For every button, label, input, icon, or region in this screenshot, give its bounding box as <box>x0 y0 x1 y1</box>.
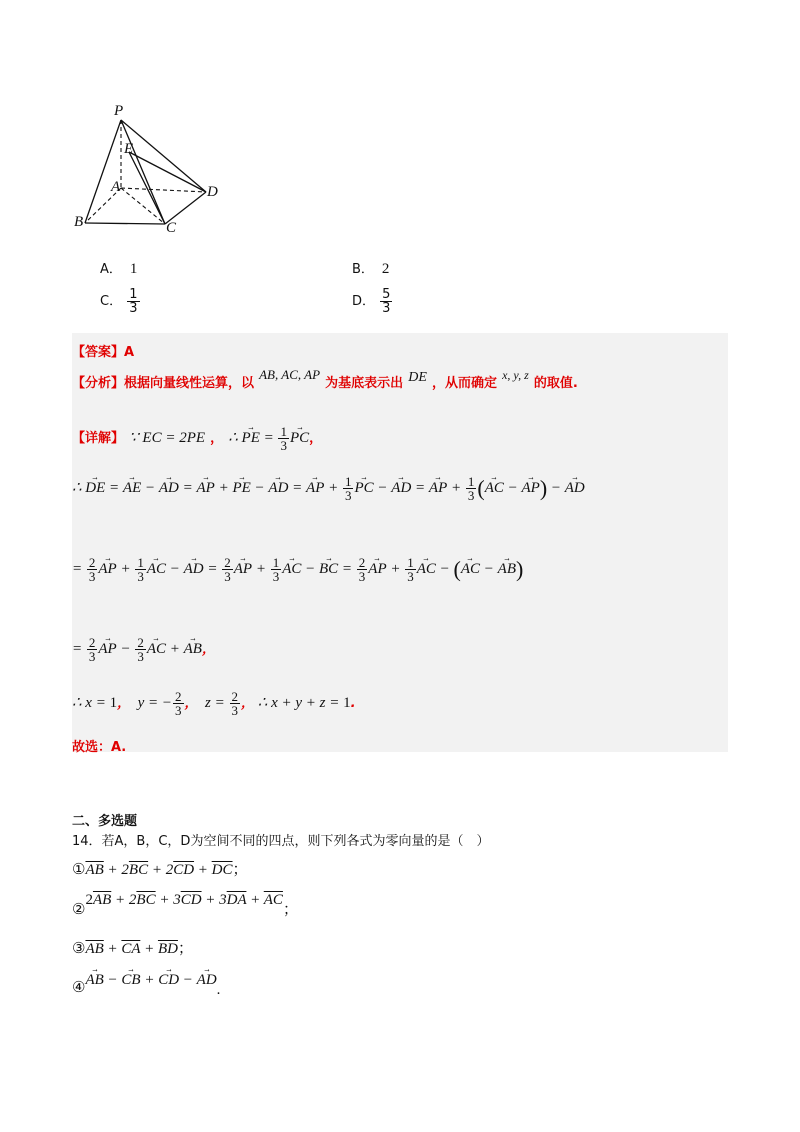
section-heading: 二、多选题 <box>72 814 138 829</box>
label-A: A <box>111 179 121 195</box>
item-4: ④AB → − CB → + CD → − AD →. <box>72 970 220 989</box>
label-D: D <box>207 184 218 200</box>
label-E: E <box>124 141 134 157</box>
item-2: $②2\overline{AB} + 2\overline{BC} + 3\overline{CD} + 3\overline{DA} + \overline{AC}$； <box>72 892 298 918</box>
question-14: 14．若A，B，C，D为空间不同的四点，则下列各式为零向量的是（ ） <box>72 834 490 849</box>
option-c-fraction: $\frac{1}{3}$ <box>129 287 138 316</box>
analysis-xyz: x, y, z <box>502 368 529 382</box>
pyramid-figure <box>70 100 230 240</box>
label-B: B <box>74 214 84 230</box>
final-choice: 故选：A. <box>72 740 127 755</box>
detail-therefore-pe: ∴ PE → = $\frac{1}{3}$ PC → <box>228 430 309 446</box>
option-d-fraction: $\frac{5}{3}$ <box>382 287 391 316</box>
equation-line-4: ∴ x = 1， y = − $\frac{2}{3}$ ， z = $\frac{2}{3}$ ， ∴ x + y + z = 1. <box>72 689 356 718</box>
label-P: P <box>114 103 124 119</box>
option-b: B． 2 <box>352 261 390 277</box>
analysis-basis-vectors: AB, AC, AP <box>259 367 321 382</box>
label-C: C <box>166 220 177 236</box>
answer-line: 【答案】A <box>72 345 135 360</box>
analysis-line: 【分析】根据向量线性运算，以 $^{AB, AC, AP}$ 为基底表示出 DE ，从而确定 $^{x, y, z}$ 的取值. <box>72 367 578 391</box>
equation-line-1: ∴ DE → = AE → − AD → = AP → + PE → − AD → = AP → + $\frac{1}{3}$ PC → − AD → = AP → + $\frac{1}{3}$ (AC → − AP →) − AD → <box>72 475 585 502</box>
equation-line-3: = $\frac{2}{3}$ AP → − $\frac{2}{3}$ AC → + AB →， <box>72 636 215 663</box>
option-a-value: 1 <box>129 261 138 277</box>
detail-since: ∵ EC = 2PE <box>129 429 206 446</box>
option-c: C． $\frac{1}{3}$ <box>100 287 138 316</box>
option-b-value: 2 <box>381 261 390 277</box>
equation-line-2: = $\frac{2}{3}$ AP → + $\frac{1}{3}$ AC → − AD → = $\frac{2}{3}$ AP → + $\frac{1}{3}$ AC → − BC → = $\frac{2}{3}$ AP → + $\frac{1}{3}$ AC → − (AC → − AB →) <box>72 556 523 583</box>
detail-line: 【详解】 ∵ EC = 2PE ， ∴ PE → = $\frac{1}{3}$ PC →， <box>72 425 322 452</box>
option-a: A． 1 <box>100 261 138 277</box>
analysis-target-vector: DE <box>408 370 427 385</box>
option-d: D． $\frac{5}{3}$ <box>352 287 391 316</box>
item-1: $①\overline{AB} + 2\overline{BC} + 2\overline{CD} + \overline{DC}$； <box>72 862 248 878</box>
item-3: $③\overline{AB} + \overline{CA} + \overline{BD}$； <box>72 941 193 957</box>
